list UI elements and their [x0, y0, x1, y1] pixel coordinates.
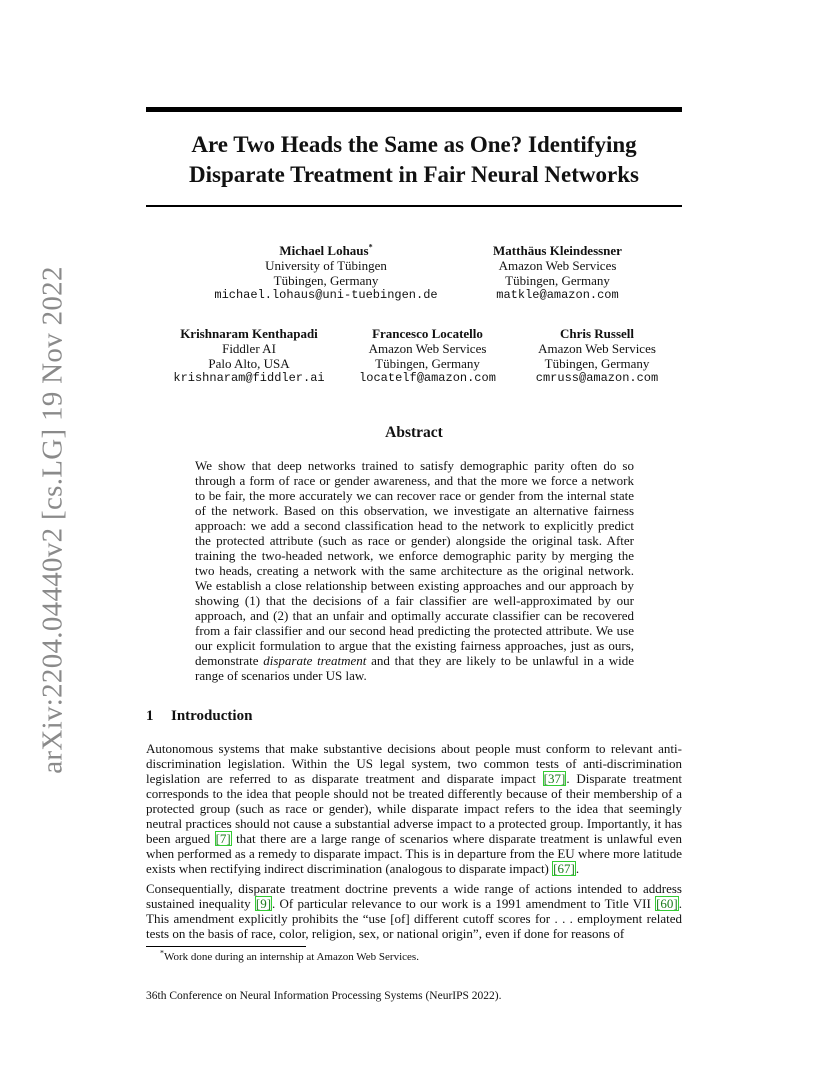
author-affiliation: Amazon Web Services [498, 258, 617, 273]
citation-link[interactable]: [60] [656, 896, 678, 911]
author-block [168, 326, 330, 386]
author-location: Tübingen, Germany [544, 356, 650, 371]
author-email: locatelf@amazon.com [359, 371, 496, 385]
footnote-mark: * [160, 948, 164, 958]
author-affiliation: Amazon Web Services [538, 341, 656, 356]
paper-title: Are Two Heads the Same as One? Identifying Disparate Treatment in Fair Neural Networks [189, 132, 639, 187]
author-name: Krishnaram Kenthapadi [180, 326, 318, 341]
author-block [350, 326, 505, 386]
footnote-rule [146, 946, 306, 947]
citation-link[interactable]: [7] [215, 831, 231, 846]
title-top-rule [146, 107, 682, 112]
author-email: krishnaram@fiddler.ai [173, 371, 325, 385]
citation-link[interactable]: [67] [553, 861, 575, 876]
section-heading [146, 708, 252, 725]
author-affiliation: University of Tübingen [265, 258, 387, 273]
author-name: Francesco Locatello [372, 326, 483, 341]
author-email: matkle@amazon.com [496, 288, 619, 302]
section-title: Introduction [171, 708, 253, 724]
author-name: Michael Lohaus* [279, 242, 373, 258]
author-location: Tübingen, Germany [273, 273, 379, 288]
footnote-text: Work done during an internship at Amazon Web Services. [164, 951, 419, 963]
abstract-heading: Abstract [385, 424, 443, 441]
author-block [522, 326, 672, 386]
citation-link[interactable]: [9] [255, 896, 272, 911]
author-email: cmruss@amazon.com [535, 371, 659, 385]
section-number: 1 [146, 708, 154, 724]
title-bottom-rule [146, 205, 682, 207]
author-affiliation: Amazon Web Services [368, 341, 487, 356]
author-affiliation: Fiddler AI [222, 341, 276, 356]
intro-paragraph: Autonomous systems that make substantive decisions about people must conform to relevant anti-discrimination legislation. Within the US legal system, two common tests of anti-discrimination legislation are referred to as disparate treatment and disparate impact [37]. Disparate treatment corresponds to the idea that people should not be treated differently because of their membership of a protected group (such as race or gender), while disparate impact refers to the idea that seemingly neutral practices should not cause a substantial adverse impact to a protected group. Importantly, it has been argued [7] that there are a large range of scenarios where disparate treatment is unlawful even when performed as a remedy to disparate impact. This is in departure from the EU where more latitude exists when rectifying indirect discrimination (analogous to disparate impact) [67]. [146, 741, 682, 876]
author-email: michael.lohaus@uni-tuebingen.de [214, 288, 438, 302]
author-name: Matthäus Kleindessner [493, 243, 622, 258]
citation-link[interactable]: [37] [543, 771, 566, 786]
abstract-text: We show that deep networks trained to satisfy demographic parity often do so through a form of race or gender awareness, and that the more we force a network to be fair, the more accurately we can recover race or gender from the internal state of the network. Based on this observation, we investigate an alternative fairness approach: we add a second classification head to the network to explicitly predict the protected attribute (such as race or gender) alongside the original task. After training the two-headed network, we enforce demographic parity by merging the two heads, creating a network with the same architecture as the original network. We establish a close relationship between existing approaches and our approach by showing (1) that the decisions of a fair classifier are well-approximated by our approach, and (2) that an unfair and optimally accurate classifier can be recovered from a fair classifier and our second head predicting the protected attribute. We use our explicit formulation to argue that the existing fairness approaches, just as ours, demonstrate disparate treatment and that they are likely to be unlawful in a wide range of scenarios under US law. [195, 458, 634, 683]
intro-paragraph: Consequentially, disparate treatment doctrine prevents a wide range of actions intended to address sustained inequality [9]. Of particular relevance to our work is a 1991 amendment to Title VII [60]. This amendment explicitly prohibits the “use [of] different cutoff scores for . . . employment related tests on the basis of race, color, religion, sex, or national origin”, even if done for reasons of [146, 881, 682, 941]
author-block [470, 243, 645, 303]
abstract-emphasis: disparate treatment [263, 653, 367, 668]
author-location: Tübingen, Germany [505, 273, 610, 288]
author-name: Chris Russell [559, 326, 635, 341]
footnote-mark: * [368, 242, 373, 252]
conference-note: 36th Conference on Neural Information Processing Systems (NeurIPS 2022). [146, 990, 502, 1002]
arxiv-identifier: arXiv:2204.04440v2 [cs.LG] 19 Nov 2022 [36, 266, 69, 774]
footnote [160, 948, 419, 964]
author-block [196, 243, 456, 303]
author-location: Palo Alto, USA [208, 356, 290, 371]
author-location: Tübingen, Germany [375, 356, 480, 371]
